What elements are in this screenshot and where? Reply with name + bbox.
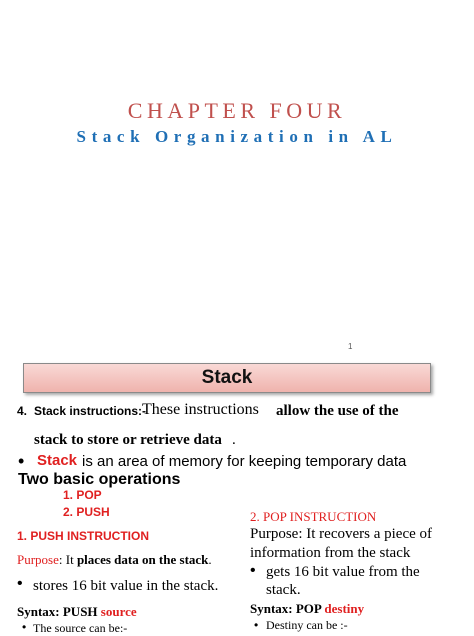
push-syntax-arg: source [100, 604, 137, 619]
push-syntax [17, 604, 137, 620]
bullet-icon: • [22, 620, 27, 634]
pop-purpose-line2: information from the stack [250, 545, 411, 561]
pop-bullet-line2: stack. [266, 582, 301, 598]
allow-use-text: allow the use of the [276, 403, 399, 419]
bullet-icon: • [17, 575, 23, 592]
stack-heading-bar [23, 363, 431, 393]
operation-pop: 1. POP [63, 488, 102, 502]
store-retrieve-text: stack to store or retrieve data [34, 432, 222, 448]
bullet-icon: • [250, 562, 256, 579]
push-bullet-text: stores 16 bit value in the stack. [33, 578, 219, 594]
bullet-icon: • [18, 451, 25, 471]
push-purpose-it: : It [58, 552, 77, 567]
pop-purpose-line1: Purpose: It recovers a piece of [250, 526, 433, 542]
push-purpose-label: Purpose [17, 552, 59, 567]
operation-push: 2. PUSH [63, 505, 110, 519]
stack-heading: Stack [201, 367, 253, 388]
push-instruction-heading: 1. PUSH INSTRUCTION [17, 529, 150, 543]
bullet-icon: • [254, 618, 259, 632]
push-source-text: The source can be:- [33, 621, 128, 635]
stack-instructions-label: Stack instructions:- [34, 404, 147, 418]
chapter-subtitle: Stack Organization in AL [76, 127, 398, 146]
pop-instruction-heading: 2. POP INSTRUCTION [250, 509, 377, 524]
push-purpose-end: . [208, 552, 212, 567]
push-purpose-text: places data on the stack [76, 552, 209, 567]
pop-bullet-line1: gets 16 bit value from the [266, 564, 420, 580]
pop-syntax-arg: destiny [324, 601, 365, 616]
two-basic-operations: Two basic operations [18, 471, 181, 488]
item-number: 4. [17, 404, 28, 418]
stack-definition: is an area of memory for keeping temporary data [82, 453, 407, 470]
push-syntax-label: Syntax: PUSH [17, 604, 101, 619]
pop-syntax [250, 601, 364, 617]
these-instructions-text: These instructions [142, 401, 259, 418]
push-purpose [17, 552, 212, 568]
pop-destiny-text: Destiny can be :- [266, 618, 348, 632]
pop-syntax-label: Syntax: POP [250, 601, 325, 616]
page-number: 1 [348, 342, 353, 351]
chapter-title: CHAPTER FOUR [127, 98, 347, 123]
store-retrieve-period: . [232, 432, 236, 448]
stack-keyword: Stack [37, 452, 78, 469]
